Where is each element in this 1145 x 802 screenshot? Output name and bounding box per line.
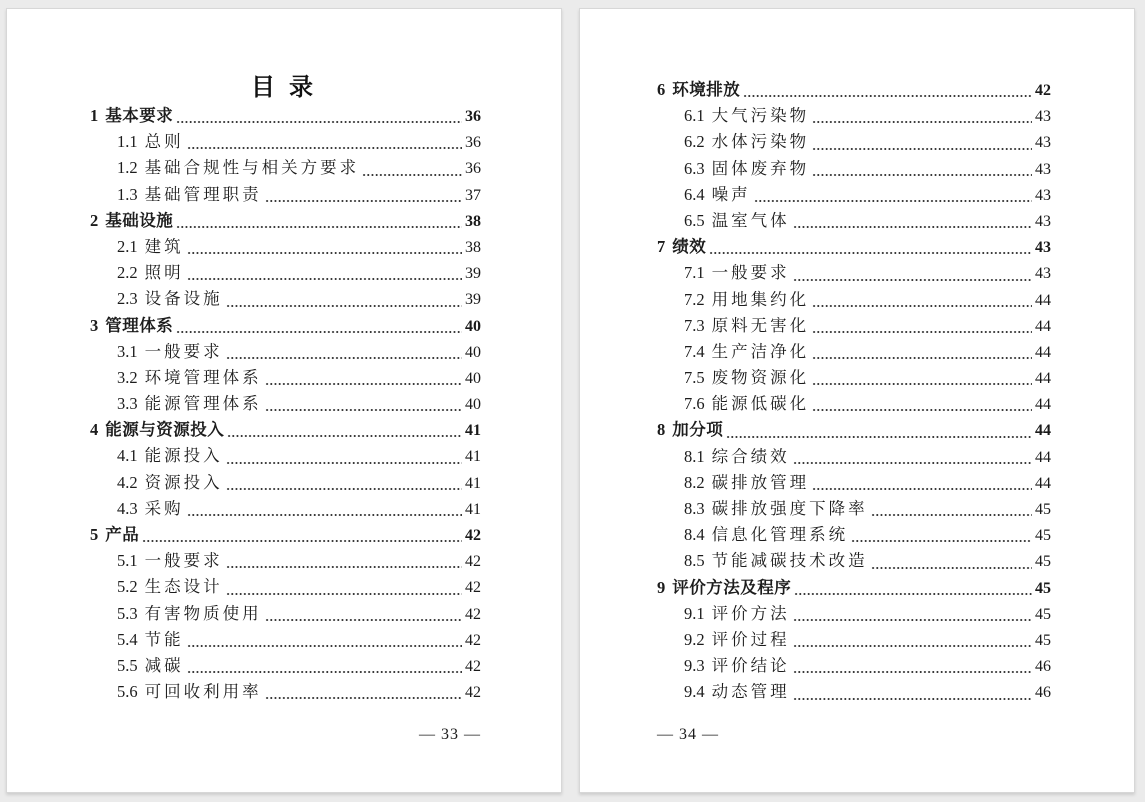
toc-entry-number: 2.1 — [117, 236, 138, 256]
toc-entry-number: 8.2 — [684, 472, 705, 492]
toc-entry-title: 环境管理体系 — [144, 367, 262, 387]
toc-entry-title: 资源投入 — [144, 472, 223, 492]
toc-entry-page-number: 45 — [1035, 579, 1051, 597]
toc-entry-label — [684, 260, 790, 286]
leader-dots — [870, 548, 1033, 574]
toc-entry-4.3[interactable] — [90, 496, 481, 522]
toc-entry-title: 绩效 — [672, 237, 707, 257]
toc-entry-page-number: 43 — [1035, 265, 1051, 283]
toc-entry-title: 总则 — [144, 132, 184, 152]
leader-dots — [141, 522, 463, 548]
toc-entry-number: 4.2 — [117, 472, 138, 492]
toc-entry-page-number: 44 — [1035, 370, 1051, 388]
leader-dots — [792, 601, 1033, 627]
toc-entry-number: 7.3 — [684, 315, 705, 335]
toc-entry-title: 综合绩效 — [711, 446, 790, 466]
toc-entry-page-number: 43 — [1035, 239, 1051, 257]
toc-entry-9.1[interactable] — [657, 601, 1051, 627]
toc-entry-8[interactable] — [657, 417, 1051, 443]
toc-entry-4.1[interactable] — [90, 443, 481, 469]
toc-entry-number: 5.1 — [117, 551, 138, 571]
toc-entry-label — [90, 208, 173, 234]
toc-entry-title: 能源投入 — [144, 446, 223, 466]
toc-entry-title: 环境排放 — [672, 80, 741, 99]
toc-entry-label — [117, 574, 223, 600]
toc-entry-page-number: 44 — [1035, 422, 1051, 440]
toc-entry-label — [657, 77, 740, 103]
toc-entry-title: 评价方法及程序 — [672, 577, 792, 597]
leader-dots — [850, 522, 1033, 548]
toc-entry-number: 8.4 — [684, 525, 705, 545]
toc-entry-6.3[interactable] — [657, 156, 1051, 182]
toc-entry-page-number: 36 — [465, 134, 481, 152]
toc-entry-7.4[interactable] — [657, 339, 1051, 365]
toc-entry-page-number: 42 — [465, 631, 481, 649]
leader-dots — [708, 234, 1033, 260]
toc-entry-label — [684, 653, 790, 679]
toc-entry-number: 1.2 — [117, 158, 138, 178]
page-number-footer-33: — 33 — — [419, 726, 481, 743]
toc-entry-number: 3.3 — [117, 394, 138, 414]
toc-entry-label — [684, 365, 809, 391]
toc-entry-page-number: 44 — [1035, 448, 1051, 466]
toc-entry-7.1[interactable] — [657, 260, 1051, 286]
toc-entry-label — [117, 339, 223, 365]
leader-dots — [186, 653, 463, 679]
toc-entry-title: 节能 — [144, 629, 184, 649]
leader-dots — [186, 234, 463, 260]
toc-entry-9.3[interactable] — [657, 653, 1051, 679]
toc-entry-1.1[interactable] — [90, 129, 481, 155]
toc-entry-6.5[interactable] — [657, 208, 1051, 234]
toc-entry-page-number: 44 — [1035, 317, 1051, 335]
toc-entry-label — [117, 548, 223, 574]
toc-entry-number: 9.3 — [684, 656, 705, 676]
toc-entry-8.1[interactable] — [657, 444, 1051, 470]
toc-entry-title: 可回收利用率 — [144, 682, 262, 702]
toc-entry-title: 评价过程 — [711, 629, 790, 649]
toc-entry-label — [117, 234, 184, 260]
leader-dots — [264, 601, 463, 627]
leader-dots — [753, 182, 1033, 208]
leader-dots — [870, 496, 1033, 522]
toc-entry-6[interactable] — [657, 77, 1051, 103]
toc-entry-page-number: 43 — [1035, 134, 1051, 152]
toc-entry-page-number: 43 — [1035, 186, 1051, 204]
toc-entry-number: 9 — [657, 577, 666, 597]
toc-title: 目 录 — [251, 75, 317, 101]
toc-entry-5.1[interactable] — [90, 548, 481, 574]
toc-entry-title: 废物资源化 — [711, 368, 810, 388]
toc-entry-page-number: 41 — [465, 448, 481, 466]
toc-entry-number: 9.2 — [684, 629, 705, 649]
toc-entry-7.3[interactable] — [657, 313, 1051, 339]
toc-entry-3.2[interactable] — [90, 365, 481, 391]
toc-entry-title: 减碳 — [144, 655, 184, 675]
toc-entry-2.1[interactable] — [90, 234, 481, 260]
toc-entry-number: 6.5 — [684, 210, 705, 230]
toc-entry-page-number: 45 — [1035, 631, 1051, 649]
toc-entry-title: 信息化管理系统 — [711, 525, 849, 545]
toc-entry-number: 9.4 — [684, 682, 705, 702]
toc-entry-number: 7.1 — [684, 263, 705, 283]
toc-entry-6.1[interactable] — [657, 103, 1051, 129]
toc-entry-title: 基础合规性与相关方要求 — [144, 158, 360, 178]
leader-dots — [225, 470, 463, 496]
toc-entry-5[interactable] — [90, 522, 481, 548]
toc-entry-label — [684, 444, 790, 470]
toc-entry-label — [90, 313, 173, 339]
toc-entry-page-number: 46 — [1035, 684, 1051, 702]
toc-entry-number: 1.3 — [117, 184, 138, 204]
toc-entry-8.3[interactable] — [657, 496, 1051, 522]
toc-entry-label — [117, 129, 184, 155]
toc-entry-label — [90, 417, 224, 443]
toc-entry-page-number: 42 — [465, 553, 481, 571]
toc-entry-number: 9.1 — [684, 603, 705, 623]
toc-entry-number: 8 — [657, 420, 666, 440]
toc-entry-page-number: 46 — [1035, 658, 1051, 676]
toc-entry-title: 能源管理体系 — [144, 394, 262, 414]
toc-entry-title: 一般要求 — [144, 551, 223, 571]
leader-dots — [225, 548, 463, 574]
toc-entry-page-number: 40 — [465, 317, 481, 335]
leader-dots — [361, 155, 463, 181]
toc-entry-label — [117, 443, 223, 469]
toc-entry-label — [684, 287, 809, 313]
toc-entry-title: 动态管理 — [711, 682, 790, 702]
toc-entry-number: 2.3 — [117, 289, 138, 309]
toc-entry-label — [684, 679, 790, 705]
leader-dots — [186, 627, 463, 653]
toc-entry-number: 5.4 — [117, 629, 138, 649]
toc-entry-label — [117, 601, 262, 627]
toc-entry-title: 节能减碳技术改造 — [711, 551, 868, 571]
leader-dots — [226, 417, 463, 443]
toc-entry-label — [684, 103, 809, 129]
toc-entry-page-number: 42 — [465, 579, 481, 597]
toc-entry-1.3[interactable] — [90, 182, 481, 208]
toc-entry-title: 基本要求 — [105, 106, 174, 125]
leader-dots — [725, 417, 1033, 443]
leader-dots — [811, 365, 1033, 391]
toc-entry-page-number: 43 — [1035, 212, 1051, 230]
toc-entry-label — [684, 156, 809, 182]
toc-entry-8.5[interactable] — [657, 548, 1051, 574]
toc-entry-page-number: 40 — [465, 369, 481, 387]
toc-entry-page-number: 41 — [465, 422, 481, 440]
toc-entry-title: 管理体系 — [105, 315, 174, 335]
leader-dots — [264, 679, 463, 705]
leader-dots — [186, 260, 463, 286]
toc-entry-number: 7.5 — [684, 368, 705, 388]
toc-entry-6.2[interactable] — [657, 129, 1051, 155]
toc-entry-3.3[interactable] — [90, 391, 481, 417]
toc-entry-number: 5.3 — [117, 603, 138, 623]
toc-entry-number: 1 — [90, 106, 99, 125]
toc-entry-title: 能源与资源投入 — [105, 420, 225, 440]
toc-entry-label — [117, 653, 184, 679]
toc-entry-page-number: 40 — [465, 343, 481, 361]
toc-entry-label — [684, 601, 790, 627]
toc-entry-2.2[interactable] — [90, 260, 481, 286]
toc-entry-number: 5 — [90, 525, 99, 544]
page-number-footer-34: — 34 — — [657, 726, 719, 743]
toc-entry-number: 8.3 — [684, 499, 705, 518]
toc-entry-title: 水体污染物 — [711, 132, 810, 152]
toc-entry-label — [684, 129, 809, 155]
leader-dots — [811, 129, 1033, 155]
toc-entry-5.2[interactable] — [90, 574, 481, 600]
toc-entry-page-number: 39 — [465, 291, 481, 309]
leader-dots — [186, 496, 463, 522]
toc-entry-label — [117, 627, 184, 653]
toc-entry-title: 用地集约化 — [711, 289, 810, 309]
toc-entry-title: 建筑 — [144, 236, 184, 256]
toc-entry-title: 生态设计 — [144, 577, 223, 597]
toc-entry-7.6[interactable] — [657, 391, 1051, 417]
toc-entry-7.5[interactable] — [657, 365, 1051, 391]
leader-dots — [792, 679, 1033, 705]
toc-entry-1.2[interactable] — [90, 155, 481, 181]
toc-entry-page-number: 44 — [1035, 396, 1051, 414]
toc-entry-1[interactable] — [90, 103, 481, 129]
toc-entry-number: 8.1 — [684, 446, 705, 466]
toc-entry-label — [117, 286, 223, 312]
toc-entry-label — [117, 470, 223, 496]
toc-entry-label — [117, 365, 262, 391]
toc-entry-3[interactable] — [90, 313, 481, 339]
toc-entry-page-number: 36 — [465, 160, 481, 178]
toc-list-right — [657, 77, 1051, 706]
toc-entry-title: 一般要求 — [711, 263, 790, 283]
toc-entry-2.3[interactable] — [90, 286, 481, 312]
toc-entry-9.2[interactable] — [657, 627, 1051, 653]
toc-entry-number: 4.1 — [117, 446, 138, 466]
toc-entry-title: 一般要求 — [144, 341, 223, 361]
toc-entry-number: 6.3 — [684, 158, 705, 178]
toc-entry-page-number: 45 — [1035, 605, 1051, 623]
toc-entry-5.5[interactable] — [90, 653, 481, 679]
toc-entry-7[interactable] — [657, 234, 1051, 260]
toc-entry-5.4[interactable] — [90, 627, 481, 653]
toc-entry-title: 采购 — [144, 498, 184, 518]
toc-entry-label — [684, 496, 868, 522]
toc-entry-number: 6.4 — [684, 184, 705, 204]
toc-entry-label — [684, 470, 809, 496]
toc-entry-number: 5.5 — [117, 655, 138, 675]
toc-entry-number: 3.1 — [117, 341, 138, 361]
toc-entry-title: 设备设施 — [144, 289, 223, 309]
toc-entry-number: 5.6 — [117, 682, 138, 702]
leader-dots — [792, 627, 1033, 653]
toc-entry-label — [117, 182, 262, 208]
toc-entry-page-number: 42 — [465, 684, 481, 702]
leader-dots — [811, 391, 1033, 417]
toc-entry-title: 有害物质使用 — [144, 603, 262, 623]
leader-dots — [264, 365, 463, 391]
toc-entry-page-number: 39 — [465, 265, 481, 283]
leader-dots — [225, 339, 463, 365]
toc-entry-number: 6 — [657, 80, 666, 99]
toc-entry-number: 7.4 — [684, 341, 705, 361]
leader-dots — [811, 103, 1033, 129]
leader-dots — [225, 443, 463, 469]
toc-entry-page-number: 44 — [1035, 474, 1051, 492]
leader-dots — [792, 208, 1033, 234]
toc-entry-title: 基础设施 — [105, 210, 174, 230]
toc-entry-label — [657, 575, 791, 601]
toc-entry-title: 噪声 — [711, 184, 751, 204]
toc-entry-label — [684, 208, 790, 234]
toc-entry-label — [684, 391, 809, 417]
toc-entry-number: 4 — [90, 420, 99, 440]
toc-entry-title: 基础管理职责 — [144, 184, 262, 204]
toc-entry-label — [684, 339, 809, 365]
toc-entry-number: 7 — [657, 237, 666, 257]
toc-entry-number: 8.5 — [684, 551, 705, 571]
toc-entry-number: 6.1 — [684, 106, 705, 126]
toc-entry-title: 碳排放管理 — [711, 472, 810, 492]
toc-entry-title: 温室气体 — [711, 210, 790, 230]
toc-entry-page-number: 38 — [465, 212, 481, 230]
leader-dots — [792, 260, 1033, 286]
toc-entry-title: 能源低碳化 — [711, 394, 810, 414]
toc-entry-page-number: 38 — [465, 238, 481, 256]
toc-list-left — [90, 103, 481, 705]
toc-entry-2[interactable] — [90, 208, 481, 234]
leader-dots — [175, 103, 463, 129]
toc-entry-4.2[interactable] — [90, 470, 481, 496]
leader-dots — [793, 575, 1033, 601]
leader-dots — [175, 313, 463, 339]
leader-dots — [175, 208, 463, 234]
toc-entry-8.2[interactable] — [657, 470, 1051, 496]
toc-entry-page-number: 45 — [1035, 527, 1051, 545]
toc-entry-label — [684, 313, 809, 339]
toc-entry-number: 4.3 — [117, 498, 138, 518]
toc-entry-label — [684, 627, 790, 653]
toc-entry-title: 照明 — [144, 263, 184, 283]
leader-dots — [811, 313, 1033, 339]
leader-dots — [186, 129, 463, 155]
leader-dots — [742, 77, 1033, 103]
toc-entry-3.1[interactable] — [90, 339, 481, 365]
toc-entry-9.4[interactable] — [657, 679, 1051, 705]
toc-entry-8.4[interactable] — [657, 522, 1051, 548]
leader-dots — [792, 444, 1033, 470]
toc-entry-5.3[interactable] — [90, 601, 481, 627]
toc-entry-number: 3.2 — [117, 367, 138, 387]
leader-dots — [792, 653, 1033, 679]
toc-entry-number: 2 — [90, 210, 99, 230]
toc-entry-page-number: 42 — [465, 605, 481, 623]
toc-entry-label — [684, 182, 751, 208]
leader-dots — [225, 286, 463, 312]
toc-entry-title: 原料无害化 — [711, 315, 810, 335]
toc-entry-page-number: 43 — [1035, 160, 1051, 178]
toc-entry-page-number: 43 — [1035, 108, 1051, 126]
toc-entry-page-number: 40 — [465, 396, 481, 414]
toc-entry-number: 7.2 — [684, 289, 705, 309]
toc-entry-page-number: 41 — [465, 474, 481, 492]
toc-entry-6.4[interactable] — [657, 182, 1051, 208]
toc-entry-number: 7.6 — [684, 394, 705, 414]
toc-entry-page-number: 42 — [465, 657, 481, 675]
toc-entry-title: 大气污染物 — [711, 106, 810, 126]
toc-entry-label — [117, 496, 184, 522]
toc-entry-number: 6.2 — [684, 132, 705, 152]
toc-entry-title: 产品 — [105, 525, 140, 544]
leader-dots — [811, 339, 1033, 365]
toc-entry-page-number: 42 — [465, 527, 481, 544]
toc-entry-label — [117, 391, 262, 417]
toc-entry-page-number: 44 — [1035, 343, 1051, 361]
leader-dots — [264, 391, 463, 417]
toc-entry-label — [117, 679, 262, 705]
toc-entry-number: 1.1 — [117, 132, 138, 152]
toc-entry-title: 固体废弃物 — [711, 158, 810, 178]
toc-entry-label — [657, 417, 723, 443]
toc-entry-page-number: 36 — [465, 108, 481, 125]
toc-entry-title: 评价方法 — [711, 603, 790, 623]
leader-dots — [264, 182, 463, 208]
leader-dots — [811, 287, 1033, 313]
toc-entry-page-number: 37 — [465, 186, 481, 204]
toc-entry-page-number: 45 — [1035, 553, 1051, 571]
toc-entry-number: 2.2 — [117, 263, 138, 283]
toc-entry-label — [657, 234, 706, 260]
toc-entry-5.6[interactable] — [90, 679, 481, 705]
toc-entry-label — [684, 548, 868, 574]
toc-entry-label — [684, 522, 848, 548]
toc-entry-page-number: 45 — [1035, 501, 1051, 518]
toc-entry-label — [90, 522, 139, 548]
toc-entry-page-number: 41 — [465, 500, 481, 518]
toc-entry-label — [117, 155, 359, 181]
toc-entry-title: 加分项 — [672, 420, 724, 440]
toc-entry-label — [90, 103, 173, 129]
toc-entry-title: 评价结论 — [711, 656, 790, 676]
leader-dots — [225, 574, 463, 600]
toc-entry-title: 生产洁净化 — [711, 341, 810, 361]
toc-entry-label — [117, 260, 184, 286]
document-page-33 — [6, 8, 562, 793]
toc-entry-number: 3 — [90, 315, 99, 335]
toc-entry-number: 5.2 — [117, 577, 138, 597]
leader-dots — [811, 470, 1033, 496]
toc-entry-page-number: 42 — [1035, 82, 1051, 99]
toc-entry-4[interactable] — [90, 417, 481, 443]
toc-entry-page-number: 44 — [1035, 291, 1051, 309]
leader-dots — [811, 156, 1033, 182]
document-page-34 — [579, 8, 1135, 793]
toc-entry-title: 碳排放强度下降率 — [711, 499, 868, 518]
toc-entry-7.2[interactable] — [657, 287, 1051, 313]
toc-entry-9[interactable] — [657, 575, 1051, 601]
